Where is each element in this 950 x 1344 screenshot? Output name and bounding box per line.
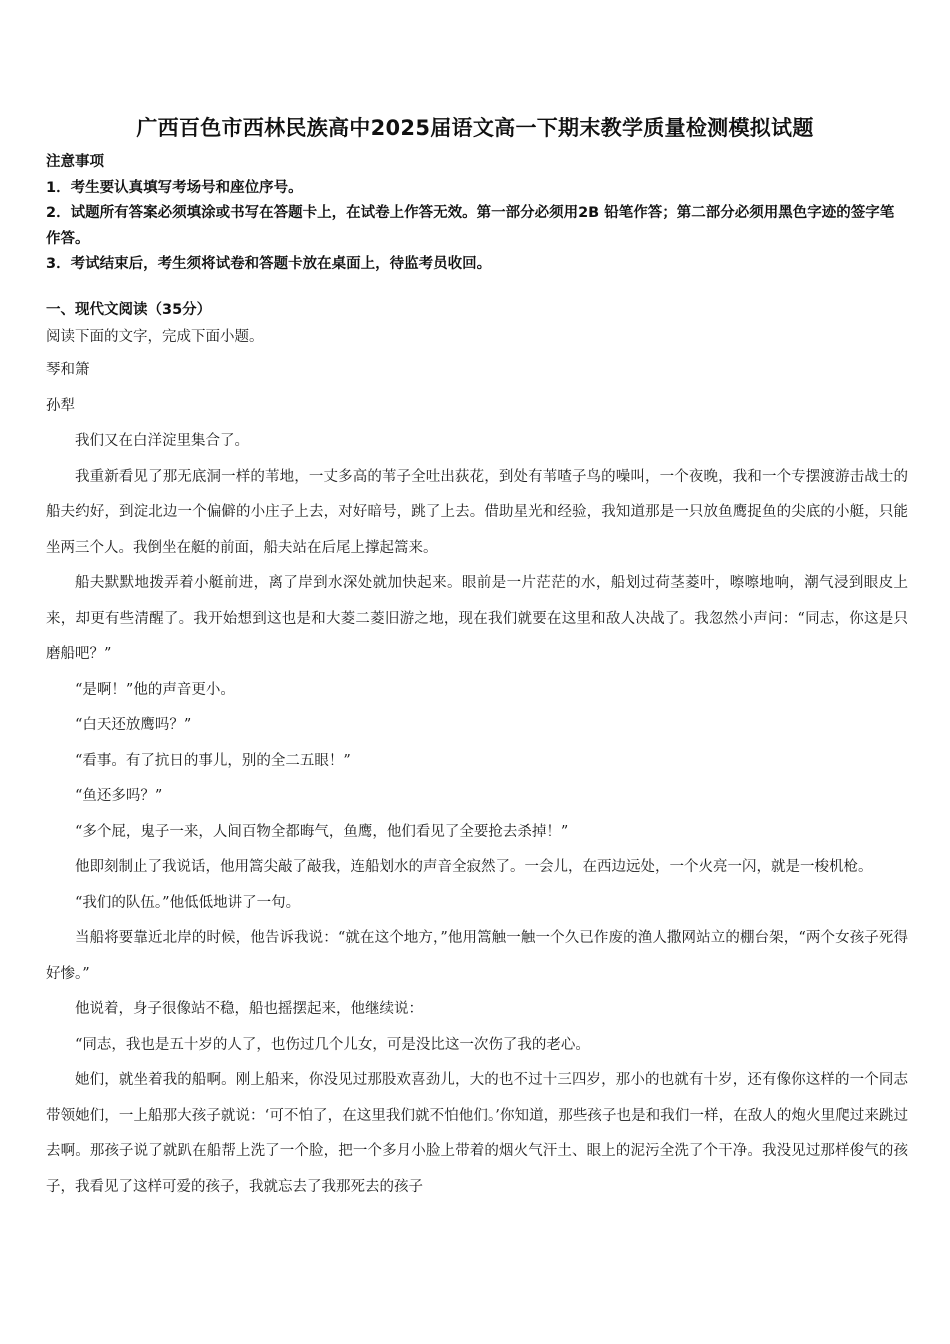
reading-passage [46,322,908,1205]
paragraph: 他即刻制止了我说话，他用篙尖敲了敲我，连船划水的声音全寂然了。一会儿，在西边远处，一个火亮一闪，就是一梭机枪。 [75,859,873,875]
paragraph: 我重新看见了那无底洞一样的苇地，一丈多高的苇子全吐出荻花，到处有苇喳子鸟的噪叫，一个夜晚，我和一个专摆渡游击战士的船夫约好，到淀北边一个偏僻的小庄子上去，对好暗号，跳了上去。借助星光和经验，我知道那是一只放鱼鹰捉鱼的尖底的小艇，只能坐两三个人。我倒坐在艇的前面，船夫站在后尾上撑起篙来。 [46,468,908,556]
paragraph: “多个屁，鬼子一来，人间百物全都晦气，鱼鹰，他们看见了全要抢去杀掉！” [75,823,569,840]
instruction-text: 阅读下面的文字，完成下面小题。 [46,329,264,345]
paragraph: “是啊！”他的声音更小。 [75,681,235,698]
notes-item: 3．考试结束后，考生须将试卷和答题卡放在桌面上，待监考员收回。 [46,256,492,272]
paragraph: “白天还放鹰吗？” [75,717,192,733]
paragraph: 船夫默默地拨弄着小艇前进，离了岸到水深处就加快起来。眼前是一片茫茫的水，船划过荷茎菱叶，嚓嚓地响，潮气浸到眼皮上来，却更有些清醒了。我开始想到这也是和大菱二菱旧游之地，现在我们就要在这里和敌人决战了。我忽然小声问：“同志，你这是只磨船吧？” [46,575,908,662]
section-heading: 一、现代文阅读（35分） [46,302,212,318]
paragraph: “鱼还多吗？” [75,788,163,804]
paragraph: “看事。有了抗日的事儿，别的全二五眼！” [75,752,351,769]
notes-item: 2．试题所有答案必须填涂或书写在答题卡上，在试卷上作答无效。第一部分必须用2B 铅笔作答；第二部分必须用黑色字迹的签字笔作答。 [46,205,895,247]
paragraph: 他说着，身子很像站不稳，船也摇摆起来，他继续说： [75,1001,423,1017]
paragraph: 她们，就坐着我的船啊。刚上船来，你没见过那股欢喜劲儿，大的也不过十三四岁，那小的也就有十岁，还有像你这样的一个同志带领她们，一上船那大孩子就说：‘可不怕了，在这里我们就不怕他们。’你知道，那些孩子也是和我们一样，在敌人的炮火里爬过来跳过去啊。那孩子说了就趴在船帮上洗了一个脸，把一个多月小脸上带着的烟火气汗土、眼上的泥污全洗了个干净。我没见过那样俊气的孩子，我看见了这样可爱的孩子，我就忘去了我那死去的孩子 [46,1072,908,1195]
paragraph: 我们又在白洋淀里集合了。 [75,433,249,449]
paragraph: “同志，我也是五十岁的人了，也伤过几个儿女，可是没比这一次伤了我的老心。 [75,1036,590,1053]
paragraph: 当船将要靠近北岸的时候，他告诉我说：“就在这个地方，”他用篙触一触一个久已作废的渔人撒网站立的棚台架，“两个女孩子死得好惨。” [46,930,908,982]
notes-heading: 注意事项 [46,154,104,170]
notes-block [46,150,908,278]
page-title: 广西百色市西林民族高中2025届语文高一下期末教学质量检测模拟试题 [136,116,814,140]
paragraph: “我们的队伍。”他低低地讲了一句。 [75,894,301,911]
article-title: 琴和箫 [46,362,90,378]
notes-item: 1．考生要认真填写考场号和座位序号。 [46,179,303,196]
article-author: 孙犁 [46,397,75,414]
